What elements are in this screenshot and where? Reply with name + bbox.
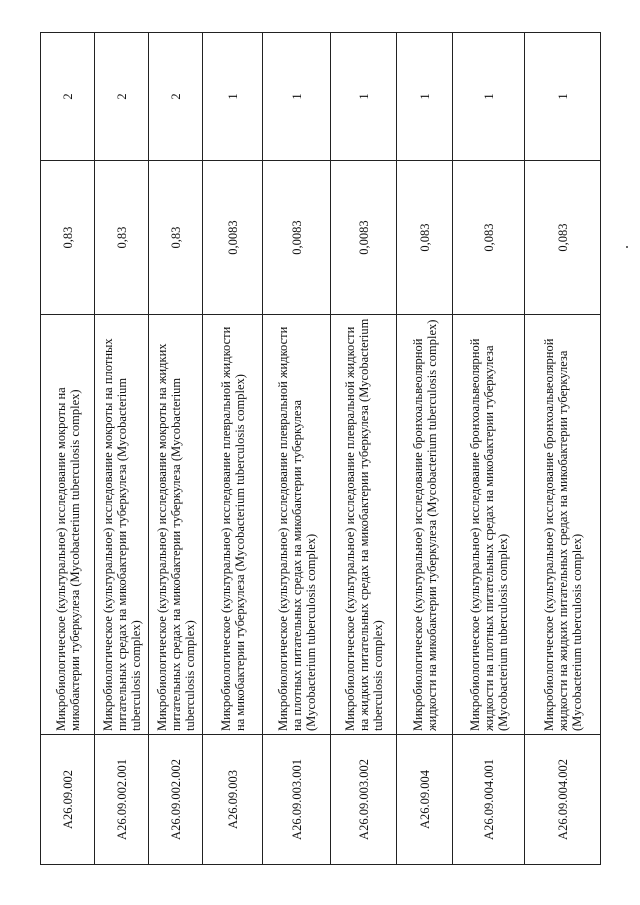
service-name: Микробиологическое (культуральное) исследование бронхоальвеолярной жидкости на микобактерии туберкулеза (Mycobacterium tuberculosis complex) — [397, 315, 453, 735]
service-name: Микробиологическое (культуральное) исследование плевральной жидкости на микобактерии туберкулеза (Mycobacterium tuberculosis complex) — [203, 315, 263, 735]
service-multiplicity: 1 — [525, 33, 601, 161]
service-name: Микробиологическое (культуральное) исследование плевральной жидкости на плотных питательных средах на микобактерии туберкулеза (Mycobacterium tuberculosis complex) — [263, 315, 331, 735]
service-frequency: 0,0083 — [263, 161, 331, 315]
service-name: Микробиологическое (культуральное) исследование мокроты на микобактерии туберкулеза (Mycobacterium tuberculosis complex) — [41, 315, 95, 735]
service-frequency: 0,0083 — [331, 161, 397, 315]
service-code: A26.09.003.001 — [263, 735, 331, 865]
service-code: A26.09.002.002 — [149, 735, 203, 865]
service-multiplicity: 1 — [453, 33, 525, 161]
table-row — [95, 33, 149, 865]
services-table — [40, 32, 601, 865]
table-row — [203, 33, 263, 865]
service-multiplicity: 2 — [41, 33, 95, 161]
service-multiplicity: 1 — [331, 33, 397, 161]
service-name: Микробиологическое (культуральное) исследование плевральной жидкости на жидких питательных средах на микобактерии туберкулеза (Mycobacterium tuberculosis complex) — [331, 315, 397, 735]
table-row — [453, 33, 525, 865]
service-multiplicity: 1 — [263, 33, 331, 161]
service-multiplicity: 1 — [397, 33, 453, 161]
service-code: A26.09.004.001 — [453, 735, 525, 865]
service-name: Микробиологическое (культуральное) исследование мокроты на плотных питательных средах на микобактерии туберкулеза (Mycobacterium tuberculosis complex) — [95, 315, 149, 735]
service-frequency: 0,83 — [95, 161, 149, 315]
service-frequency: 0,083 — [525, 161, 601, 315]
service-frequency: 0,83 — [149, 161, 203, 315]
scan-mark — [626, 246, 628, 248]
table-row — [397, 33, 453, 865]
service-multiplicity: 1 — [203, 33, 263, 161]
table-row — [149, 33, 203, 865]
service-multiplicity: 2 — [95, 33, 149, 161]
service-multiplicity: 2 — [149, 33, 203, 161]
service-frequency: 0,83 — [41, 161, 95, 315]
service-name: Микробиологическое (культуральное) исследование мокроты на жидких питательных средах на микобактерии туберкулеза (Mycobacterium tuberculosis complex) — [149, 315, 203, 735]
table-row — [41, 33, 95, 865]
service-code: A26.09.002.001 — [95, 735, 149, 865]
service-frequency: 0,083 — [397, 161, 453, 315]
table-row — [525, 33, 601, 865]
service-code: A26.09.004 — [397, 735, 453, 865]
service-code: A26.09.003.002 — [331, 735, 397, 865]
table-row — [263, 33, 331, 865]
rotated-table-wrapper — [40, 33, 600, 865]
service-name: Микробиологическое (культуральное) исследование бронхоальвеолярной жидкости на плотных питательных средах на микобактерии туберкулеза (Mycobacterium tuberculosis complex) — [453, 315, 525, 735]
table-row — [331, 33, 397, 865]
service-code: A26.09.004.002 — [525, 735, 601, 865]
service-code: A26.09.003 — [203, 735, 263, 865]
service-code: A26.09.002 — [41, 735, 95, 865]
service-frequency: 0,0083 — [203, 161, 263, 315]
service-frequency: 0,083 — [453, 161, 525, 315]
service-name: Микробиологическое (культуральное) исследование бронхоальвеолярной жидкости на жидких питательных средах на микобактерии туберкулеза (Mycobacterium tuberculosis complex) — [525, 315, 601, 735]
